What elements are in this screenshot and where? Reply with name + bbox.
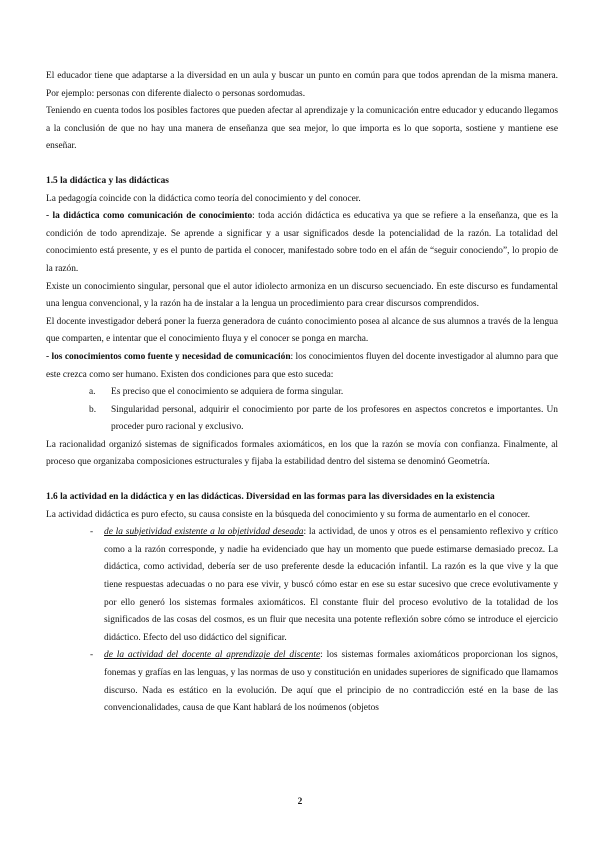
section-1-5-heading [46,173,558,191]
section-1-5-paragraph-3: Existe un conocimiento singular, personal que el autor idiolecto armoniza en un discurso secuenciado. En este discurso es fundamental una lengua convencional, y la razón ha de instalar a la lengua un procedimiento para crear discursos comprendidos. [46,281,558,310]
section-1-5-paragraph-1: La pedagogía coincide con la didáctica como teoría del conocimiento y del conocer. [46,193,361,204]
document-page [46,68,558,718]
section-number: 1.5 [46,175,58,186]
intro-paragraph-1: El educador tiene que adaptarse a la diversidad en un aula y buscar un punto en común para que todos aprendan de la misma manera. Por ejemplo: personas con diferente dialecto o personas sordomudas. [46,71,558,99]
section-title: la didáctica y las didácticas [60,175,169,186]
list-item: a. Es preciso que el conocimiento se adquiera de forma singular. [89,387,344,398]
activity-list [46,524,558,718]
section-1-5-paragraph-5: - los conocimientos como fuente y necesidad de comunicación: los conocimientos fluyen del docente investigador al alumno para que este crezca como ser humano. Existen dos condiciones para que esto suceda: [46,351,558,380]
section-1-6-paragraph-1: La actividad didáctica es puro efecto, su causa consiste en la búsqueda del conocimiento y su forma de aumentarlo en el conocer. [46,509,530,520]
paragraph-lead: - la didáctica como comunicación de conocimiento [46,211,253,222]
list-item: - de la subjetividad existente a la objetividad deseada: la actividad, de unos y otros es el pensamiento reflexivo y crítico como a la razón corresponde, y nadie ha evidenciado que hay un momento que puede estimarse demasiado precoz. La didáctica, como actividad, debería ser de uso preferente desde la educación infantil. La razón es la que vive y la que tiene respuestas adecuadas o no para ese vivir, y buscó cómo estar en ese su estar sucesivo que crece evolutivamente y por ello generó los sistemas formales axiomáticos. El constante fluir del proceso evolutivo de la totalidad de los significados de las cosas del cosmos, es un fluir que necesita una potente reflexión sobre cómo se introduce el ejercicio didáctico. Efecto del uso didáctico del significar. [90,527,558,643]
section-1-6-heading [46,489,558,507]
list-item: - de la actividad del docente al aprendizaje del discente: los sistemas formales axiomáticos proporcionan los signos, fonemas y grafías en las lenguas, y las normas de uso y constitución en unidades superiores de significado que llamamos discurso. Nada es estático en la evolución. De aquí que el principio de no contradicción esté en la base de las convencionalidades, causa de que Kant hablará de los noúmenos (objetos [90,650,558,714]
page-number: 2 [297,797,303,807]
list-item: b. Singularidad personal, adquirir el conocimiento por parte de los profesores en aspectos concretos e importantes. Un proceder puro racional y exclusivo. [89,404,558,433]
paragraph-lead: - los conocimientos como fuente y necesidad de comunicación [46,351,291,362]
section-number: 1.6 [46,492,58,503]
section-1-5-paragraph-2: - la didáctica como comunicación de conocimiento: toda acción didáctica es educativa ya que se refiere a la enseñanza, que es la condición de todo aprendizaje. Se aprende a significar y a usar significados desde la potencialidad de la razón. La totalidad del conocimiento está presente, y es el punto de partida el conocer, manifestado sobre todo en el afán de “seguir conociendo”, lo propio de la razón. [46,211,558,274]
item-lead: de la actividad del docente al aprendizaje del discente [104,650,321,661]
section-1-5-paragraph-4: El docente investigador deberá poner la fuerza generadora de cuánto conocimiento posea al alcance de sus alumnos a través de la lengua que comparten, e intentar que el conocimiento fluya y el conocer se ponga en marcha. [46,316,559,345]
conditions-list [46,384,558,437]
section-title: la actividad en la didáctica y en las didácticas. Diversidad en las formas para las diversidades en la existencia [60,492,495,503]
section-1-5-paragraph-6: La racionalidad organizó sistemas de significados formales axiomáticos, en los que la razón se movía con confianza. Finalmente, al proceso que organizaba composiciones estructurales y fijaba la estabilidad dentro del sistema se denominó Geometría. [46,439,558,468]
item-lead: de la subjetividad existente a la objetividad deseada [104,527,304,538]
intro-paragraph-2: Teniendo en cuenta todos los posibles factores que pueden afectar al aprendizaje y la comunicación entre educador y educando llegamos a la conclusión de que no hay una manera de enseñanza que sea mejor, lo que importa es lo que soporta, sostiene y mantiene ese enseñar. [46,106,558,152]
